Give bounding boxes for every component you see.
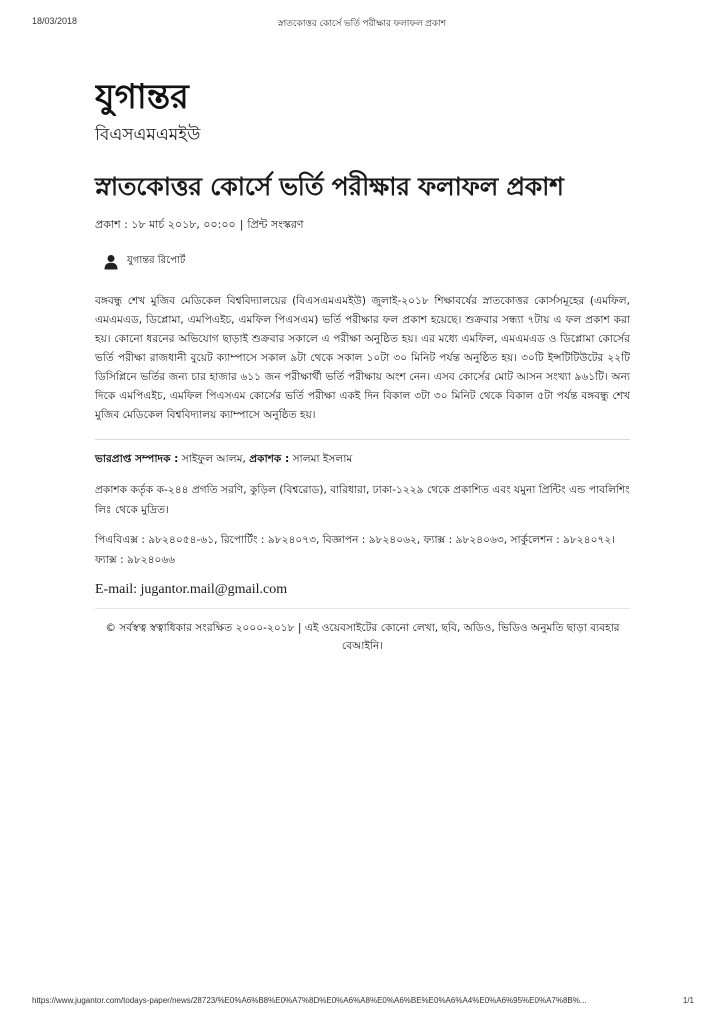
copyright-notice: © সর্বস্বত্ব স্বত্বাধিকার সংরক্ষিত ২০০০-২০১৮ | এই ওয়েবসাইটের কোনো লেখা, ছবি, অডিও, ভিডিও অনুমতি ছাড়া ব্যবহার বেআইনি।: [105, 622, 620, 652]
reporter-byline: [103, 253, 630, 270]
meta-separator: |: [239, 218, 244, 231]
editor-name: সাইফুল আলম,: [181, 453, 246, 465]
footer-divider: [95, 439, 630, 440]
published-date: প্রকাশ : ১৮ মার্চ ২০১৮, ০০:০০: [95, 218, 236, 231]
contact-email[interactable]: E-mail: jugantor.mail@gmail.com: [95, 582, 288, 597]
print-header: [32, 16, 692, 32]
print-footer: [32, 996, 694, 1010]
contact-numbers: পিএবিএক্স : ৯৮২৪০৫৪-৬১, রিপোর্টিং : ৯৮২৪০৭৩, বিজ্ঞাপন : ৯৮২৪০৬২, ফ্যাক্স : ৯৮২৪০৬৩, সার্কুলেশন : ৯৮২৪০৭২। ফ্যাক্স : ৯৮২৪০৬৬: [95, 534, 616, 566]
print-page-title: স্নাতকোত্তর কোর্সে ভর্তি পরীক্ষার ফলাফল প্রকাশ: [277, 18, 447, 28]
article-body: বঙ্গবন্ধু শেখ মুজিব মেডিকেল বিশ্ববিদ্যালয়ের (বিএসএমএমইউ) জুলাই-২০১৮ শিক্ষাবর্ষের স্নাতকোত্তর কোর্সসমূহের (এমফিল, এমএমএড, ডিপ্লোমা, এমপিএইচ, এমফিল পিএসএম) ভর্তি পরীক্ষার ফল প্রকাশ হয়েছে। শুক্রবার সন্ধ্যা ৭টায় এ ফল প্রকাশ করা হয়। কোনো ধরনের অভিযোগ ছাড়াই শুক্রবার সকালে এ পরীক্ষা অনুষ্ঠিত হয়। এর মধ্যে এমফিল, এমএমএড ও ডিপ্লোমা কোর্সের ভর্তি পরীক্ষা রাজধানী বুয়েট ক্যাম্পাসে সকাল ৯টা থেকে সকাল ১০টা ৩০ মিনিট পর্যন্ত অনুষ্ঠিত হয়। ৩০টি ইন্সটিটিউটের ২২টি ডিসিপ্লিনে ভর্তির জন্য চার হাজার ৬১১ জন পরীক্ষার্থী ভর্তি পরীক্ষায় অংশ নেন। এসব কোর্সের মোট আসন সংখ্যা ৯৬১টি। অন্য দিকে এমপিএইচ, এমফিল পিএসএম কোর্সের ভর্তি পরীক্ষা একই দিন বিকাল ৩টা ৩০ মিনিট থেকে বিকাল ৫টা পর্যন্ত বঙ্গবন্ধু শেখ মুজিব মেডিকেল বিশ্ববিদ্যালয় ক্যাম্পাসে অনুষ্ঠিত হয়।: [95, 295, 630, 421]
print-date: 18/03/2018: [32, 16, 78, 26]
section-label[interactable]: বিএসএমএমইউ: [95, 125, 201, 145]
print-url: https://www.jugantor.com/todays-paper/news/28723/%E0%A6%B8%E0%A7%8D%E0%A6%A8%E0%A6%BE%E0%A6%A4%E0%A6%95%E0%A7%8B%...: [32, 996, 587, 1005]
article-headline: স্নাতকোত্তর কোর্সে ভর্তি পরীক্ষার ফলাফল প্রকাশ: [95, 172, 564, 201]
person-icon: [103, 254, 119, 270]
page-number: 1/1: [682, 996, 694, 1005]
publisher-info: প্রকাশক কর্তৃক ক-২৪৪ প্রগতি সরণি, কুড়িল (বিশ্বরোড), বারিধারা, ঢাকা-১২২৯ থেকে প্রকাশিত এবং যমুনা প্রিন্টিং এন্ড পাবলিশিং লিঃ থেকে মুদ্রিত।: [95, 484, 630, 516]
editor-publisher-line: [95, 450, 630, 468]
jugantor-logo[interactable]: [95, 72, 265, 116]
copyright-divider: [95, 608, 630, 609]
article-content: [95, 72, 630, 655]
print-edition-label: প্রিন্ট সংস্করণ: [247, 218, 304, 231]
svg-text:যুগান্তর: যুগান্তর: [95, 77, 189, 116]
publisher-label: প্রকাশক :: [249, 453, 290, 465]
publisher-name: সালমা ইসলাম: [292, 453, 353, 465]
article-meta: [95, 216, 630, 235]
reporter-name: যুগান্তর রিপোর্ট: [127, 255, 186, 266]
editor-label: ভারপ্রাপ্ত সম্পাদক :: [95, 453, 179, 465]
